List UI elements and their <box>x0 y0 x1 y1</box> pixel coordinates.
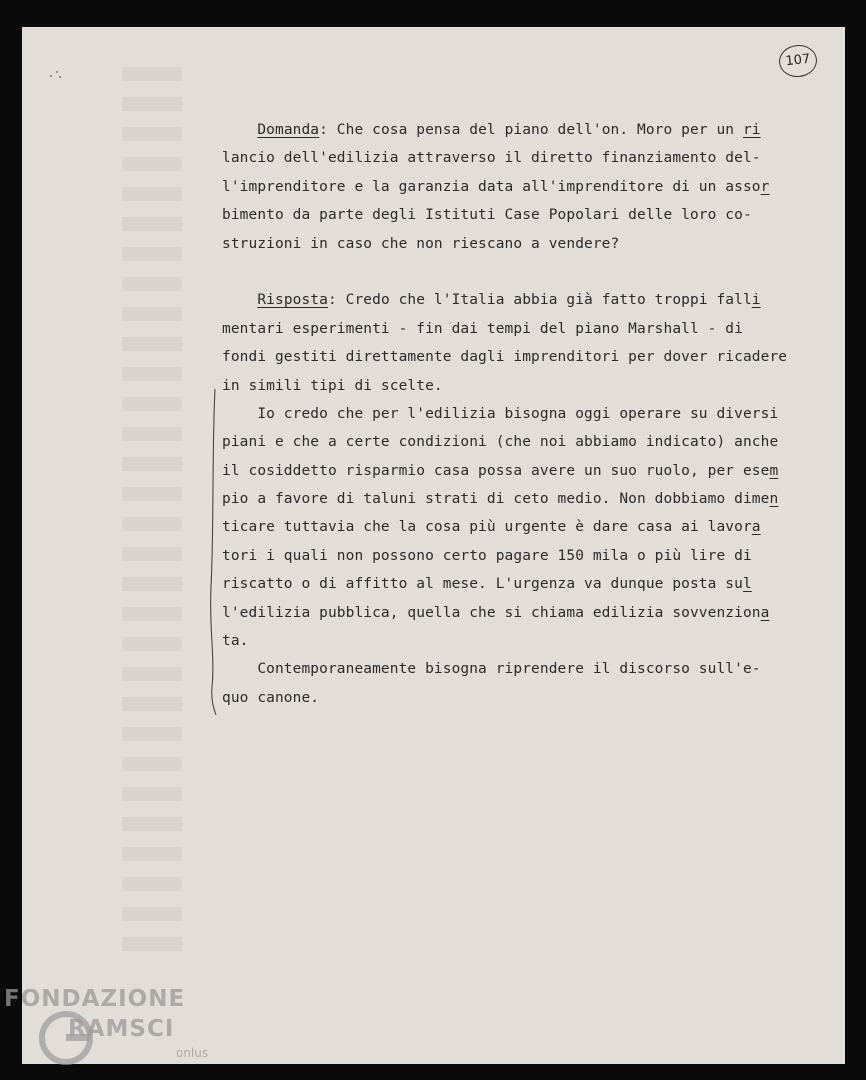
paragraph-line: piani e che a certe condizioni (che noi abbiamo indicato) anche <box>222 434 779 451</box>
paragraph-line: ta. <box>222 633 249 650</box>
paragraph-line: Io credo che per l'edilizia bisogna oggi operare su diversi <box>222 405 779 422</box>
show-through-bleed <box>122 67 182 967</box>
watermark-line-2: RAMSCI <box>68 1016 175 1042</box>
answer-line: in simili tipi di scelte. <box>222 377 443 394</box>
margin-bracket-mark <box>206 387 220 717</box>
question-line-1: Domanda: Che cosa pensa del piano dell'on. Moro per un ri <box>257 122 761 138</box>
paragraph-line: quo canone. <box>222 689 320 706</box>
paragraph-line: ticare tuttavia che la cosa più urgente è dare casa ai lavora <box>222 519 761 536</box>
paragraph-line: tori i quali non possono certo pagare 150 mila o più lire di <box>222 547 752 564</box>
question-line: l'imprenditore e la garanzia data all'imprenditore di un assor <box>222 178 770 195</box>
paragraph-line: il cosiddetto risparmio casa possa avere un suo ruolo, per esem <box>222 462 779 479</box>
question-line: struzioni in caso che non riescano a vendere? <box>222 235 620 252</box>
paragraph-line: l'edilizia pubblica, quella che si chiama edilizia sovvenziona <box>222 604 770 621</box>
watermark-line-1: FONDAZIONE <box>4 986 186 1012</box>
paragraph-line: Contemporaneamente bisogna riprendere il discorso sull'e- <box>222 661 761 678</box>
question-line: bimento da parte degli Istituti Case Popolari delle loro co- <box>222 207 752 224</box>
watermark-suffix: onlus <box>176 1046 209 1060</box>
document-page <box>22 27 845 1064</box>
answer-label: Risposta <box>257 292 328 309</box>
folio-number: 107 <box>777 43 818 79</box>
typed-text-body <box>222 116 842 712</box>
answer-line-1: Risposta: Credo che l'Italia abbia già fatto troppi falli <box>257 292 761 309</box>
paper-speck <box>50 71 62 79</box>
paragraph-line: riscatto o di affitto al mese. L'urgenza va dunque posta sul <box>222 576 752 593</box>
answer-line: fondi gestiti direttamente dagli imprenditori per dover ricadere <box>222 349 788 366</box>
question-line: lancio dell'edilizia attraverso il diretto finanziamento del- <box>222 150 761 167</box>
question-label: Domanda <box>257 122 320 138</box>
paragraph-line: pio a favore di taluni strati di ceto medio. Non dobbiamo dimen <box>222 491 779 508</box>
answer-line: mentari esperimenti - fin dai tempi del piano Marshall - di <box>222 320 743 337</box>
fondazione-gramsci-watermark <box>4 986 224 1076</box>
